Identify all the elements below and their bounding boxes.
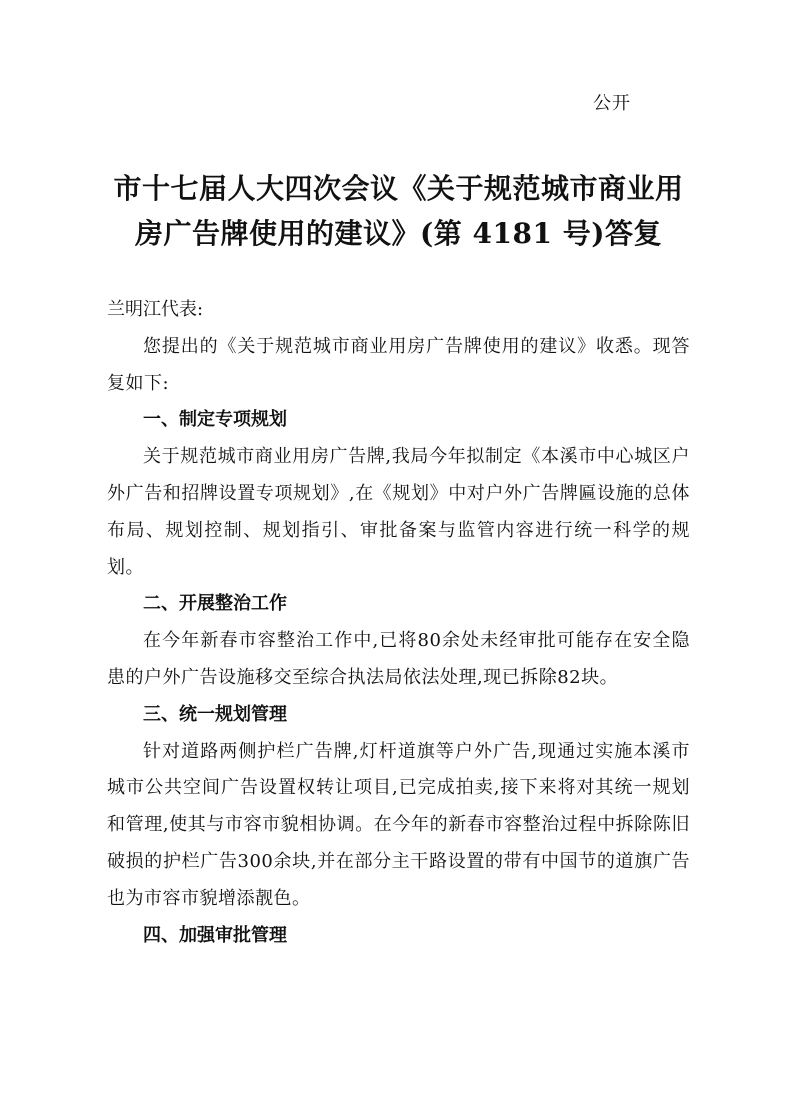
section-heading: 一、制定专项规划 <box>143 409 287 431</box>
classification-label: 公开 <box>593 93 631 114</box>
document-body <box>107 292 690 954</box>
section-paragraph: 在今年新春市容整治工作中,已将80余处未经审批可能存在安全隐患的户外广告设施移交至综合执法局依法处理,现已拆除82块。 <box>107 630 690 688</box>
title-line: 市十七届人大四次会议《关于规范城市商业用 <box>113 172 684 205</box>
addressee: 兰明江代表: <box>107 299 204 320</box>
document-title <box>107 166 690 256</box>
intro-paragraph: 您提出的《关于规范城市商业用房广告牌使用的建议》收悉。现答复如下: <box>107 335 690 394</box>
section-paragraph: 关于规范城市商业用房广告牌,我局今年拟制定《本溪市中心城区户外广告和招牌设置专项规划》,在《规划》中对户外广告牌匾设施的总体布局、规划控制、规划指引、审批备案与监管内容进行统一科学的规划。 <box>107 446 690 578</box>
title-line: 房广告牌使用的建议》(第 4181 号)答复 <box>135 217 662 250</box>
section-heading: 四、加强审批管理 <box>143 924 287 946</box>
section-paragraph: 针对道路两侧护栏广告牌,灯杆道旗等户外广告,现通过实施本溪市城市公共空间广告设置权转让项目,已完成拍卖,接下来将对其统一规划和管理,使其与市容市貌相协调。在今年的新春市容整治过程中拆除陈旧破损的护栏广告300余块,并在部分主干路设置的带有中国节的道旗广告也为市容市貌增添靓色。 <box>107 740 690 909</box>
section-heading: 三、统一规划管理 <box>143 703 287 725</box>
section-heading: 二、开展整治工作 <box>143 593 287 615</box>
